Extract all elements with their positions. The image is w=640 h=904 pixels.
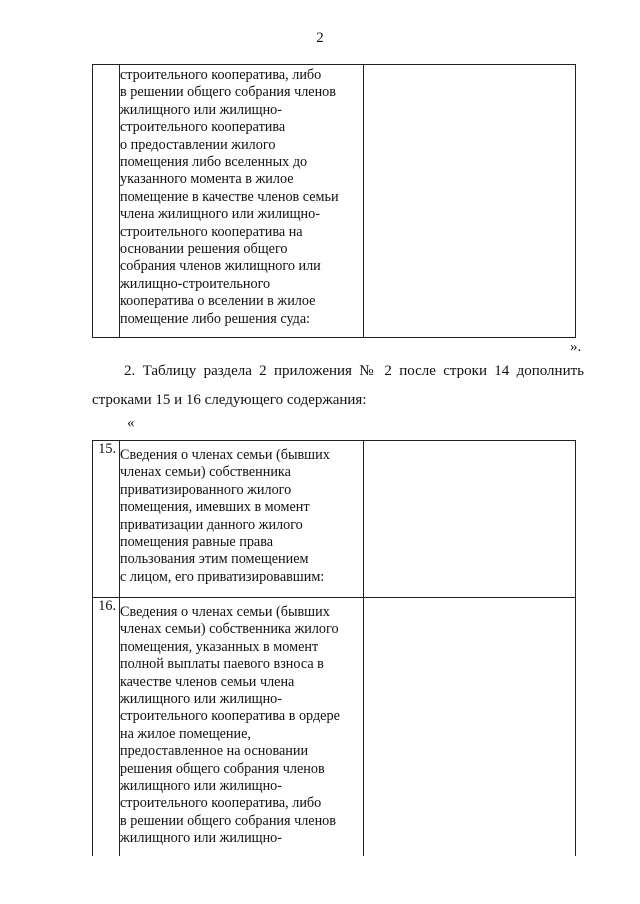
table-row (93, 598, 576, 857)
table-row (93, 441, 576, 598)
description-line: членах семьи) собственника жилого (120, 621, 339, 638)
description-line: строительного кооператива, либо (120, 795, 322, 812)
row-number: 16. (98, 598, 116, 614)
description-line: помещения, имевших в момент (120, 499, 310, 516)
row-description-cell (120, 65, 364, 338)
description-line: приватизированного жилого (120, 481, 292, 498)
description-line: строительного кооператива в ордере (120, 708, 340, 725)
description-line: пользования этим помещением (120, 551, 309, 568)
description-line: строительного кооператива, либо (120, 67, 322, 83)
page-number: 2 (316, 30, 324, 46)
description-line: жилищно-строительного (120, 275, 271, 292)
description-line: строительного кооператива (120, 119, 286, 136)
description-line: жилищного или жилищно- (120, 778, 282, 795)
amendment-paragraph-line-2: строками 15 и 16 следующего содержания: (92, 392, 367, 408)
description-line: основании решения общего (120, 241, 288, 258)
description-line: решения общего собрания членов (120, 760, 325, 777)
description-line: помещение либо решения суда: (120, 310, 311, 327)
opening-quote-mark: « (127, 415, 135, 431)
empty-value-cell (364, 441, 576, 598)
description-line: приватизации данного жилого (120, 516, 303, 533)
description-line: помещение в качестве членов семьи (120, 188, 339, 205)
empty-value-cell (364, 598, 576, 857)
row-number-cell (93, 65, 120, 338)
row-number-cell (93, 441, 120, 598)
description-line: качестве членов семьи члена (120, 673, 295, 690)
empty-value-cell (364, 65, 576, 338)
new-rows-table (92, 440, 576, 856)
description-line: кооператива о вселении в жилое (120, 293, 316, 310)
amendment-paragraph-line-1: 2. Таблицу раздела 2 приложения № 2 после строки 14 дополнить (124, 363, 584, 379)
row-description-cell (120, 441, 364, 598)
description-line: помещения, указанных в момент (120, 638, 319, 655)
description-line: на жилое помещение, (120, 725, 251, 742)
description-line: членах семьи) собственника (120, 464, 291, 481)
description-line: жилищного или жилищно- (120, 691, 282, 708)
description-line: Сведения о членах семьи (бывших (120, 604, 330, 620)
row-number: 15. (98, 441, 116, 457)
description-line: в решении общего собрания членов (120, 812, 336, 829)
description-line: помещения равные права (120, 534, 274, 551)
closing-quote-mark: ». (570, 339, 582, 355)
description-line: Сведения о членах семьи (бывших (120, 447, 330, 463)
table-row (93, 65, 576, 338)
description-line: жилищного или жилищно- (120, 101, 282, 118)
row-description-cell (120, 598, 364, 857)
description-line: собрания членов жилищного или (120, 258, 321, 275)
description-line: строительного кооператива на (120, 223, 303, 240)
description-line: в решении общего собрания членов (120, 84, 336, 101)
description-line: члена жилищного или жилищно- (120, 206, 320, 223)
description-line: предоставленное на основании (120, 743, 309, 760)
row-number-cell (93, 598, 120, 857)
description-line: полной выплаты паевого взноса в (120, 656, 324, 673)
description-line: с лицом, его приватизировавшим: (120, 568, 325, 585)
description-line: жилищного или жилищно- (120, 830, 282, 847)
continued-table (92, 64, 576, 338)
description-line: помещения либо вселенных до (120, 154, 308, 171)
description-line: указанного момента в жилое (120, 171, 294, 188)
description-line: о предоставлении жилого (120, 136, 276, 153)
